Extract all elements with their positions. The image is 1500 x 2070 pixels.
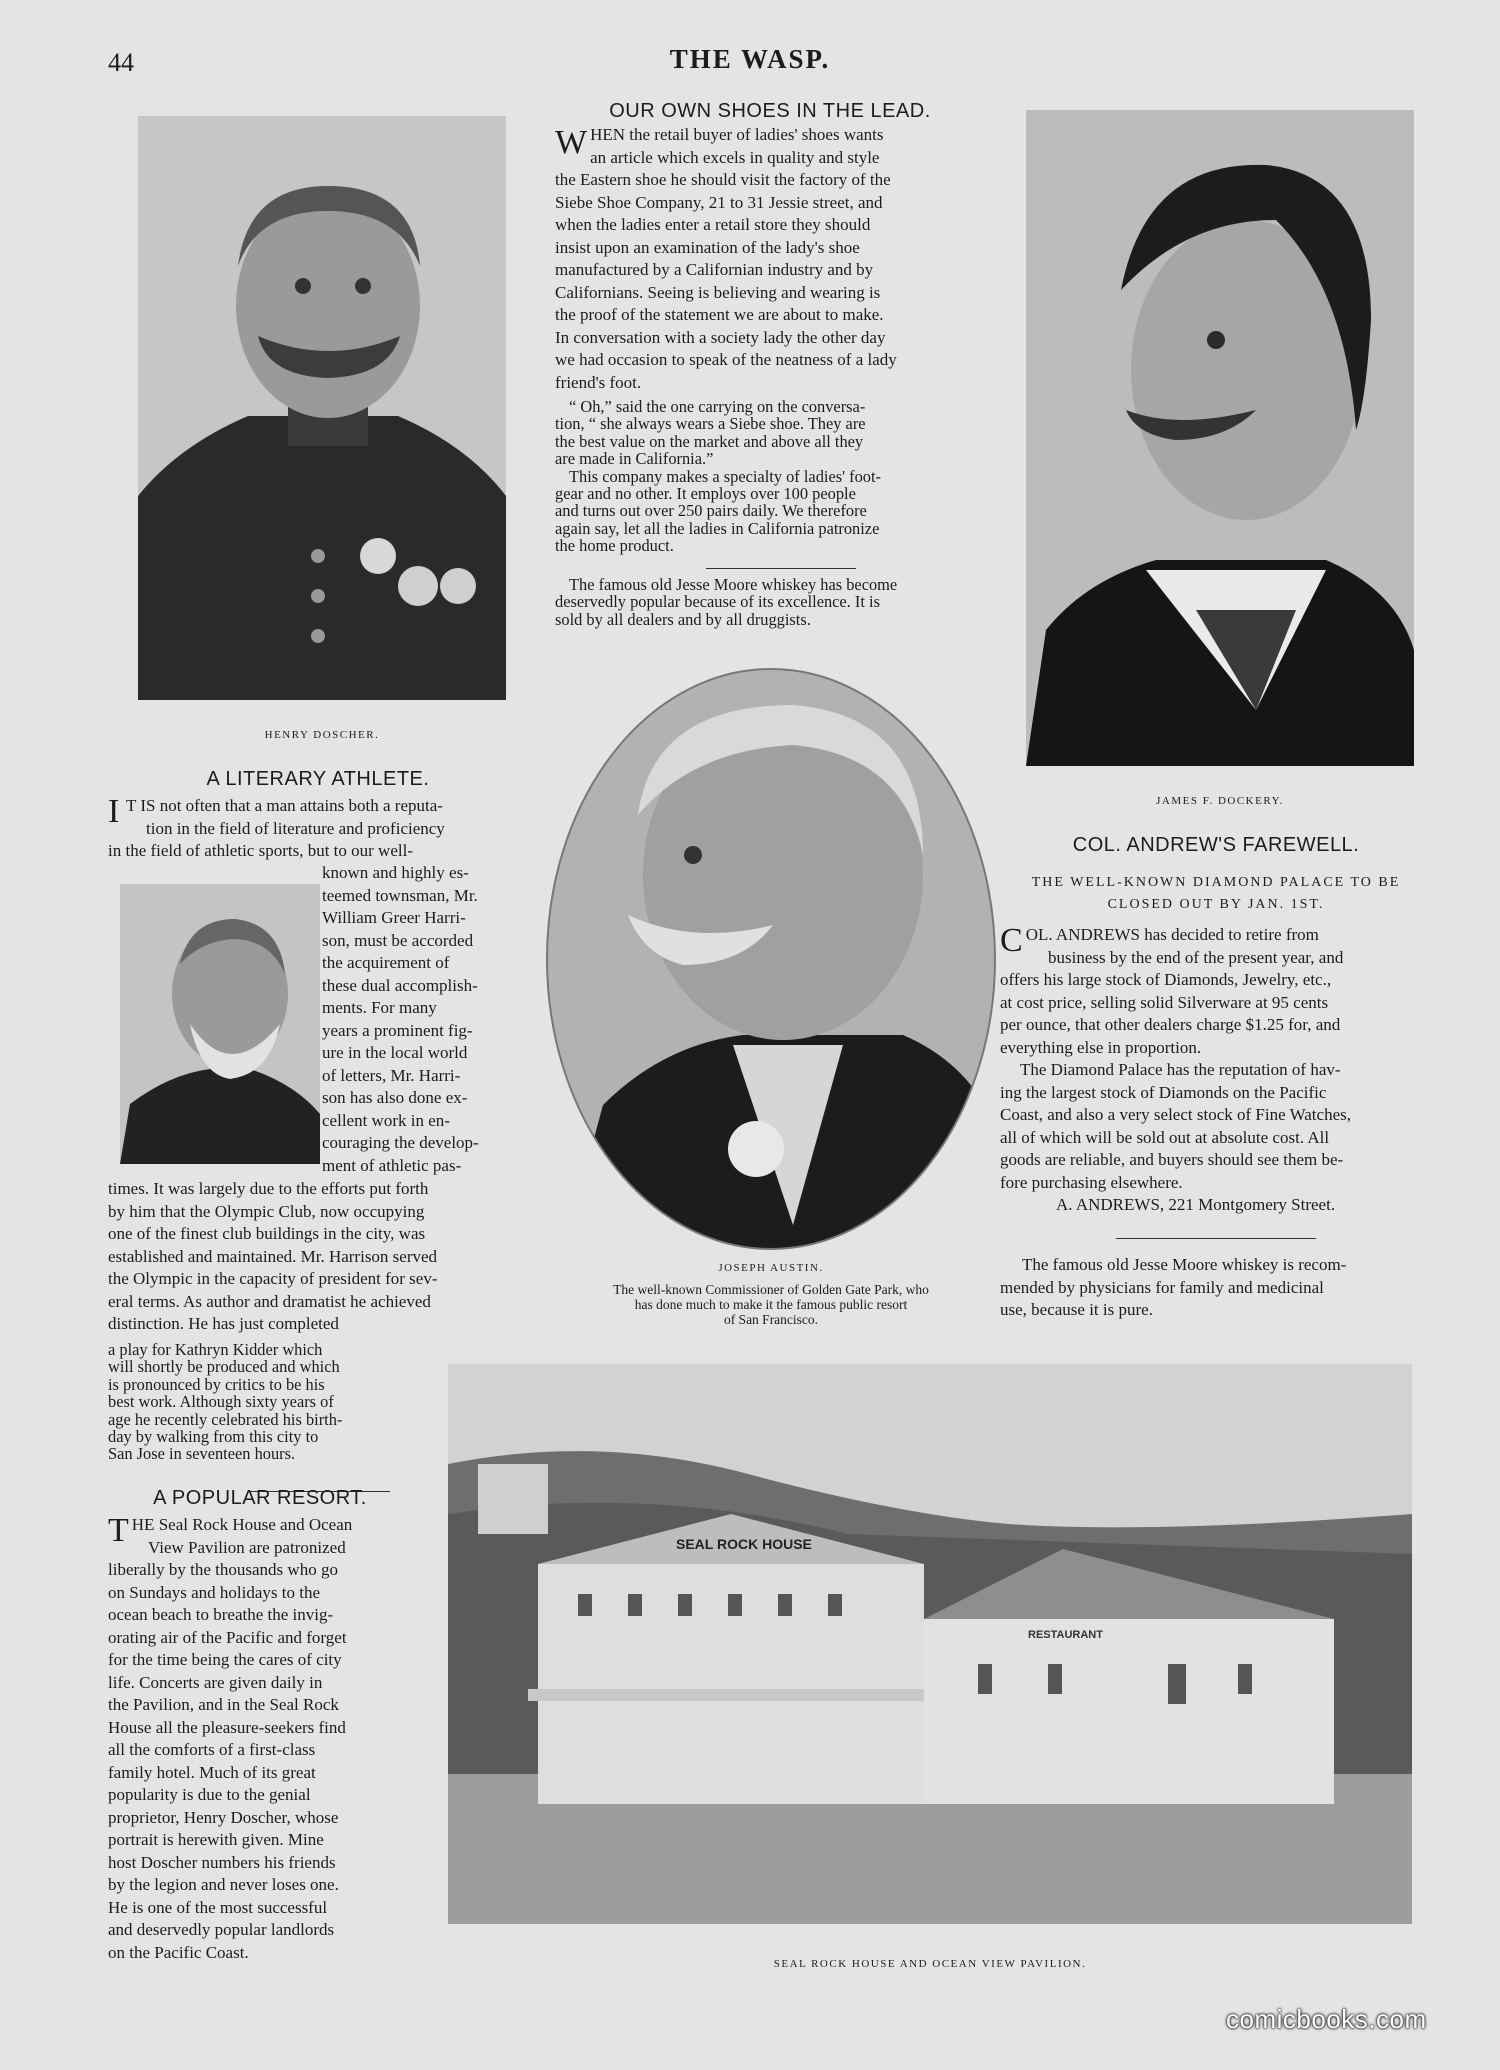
text-line: mended by physicians for family and medicinal	[1000, 1277, 1324, 1297]
text-line: ment of athletic pas-	[322, 1155, 462, 1175]
text-line: fore purchasing elsewhere.	[1000, 1172, 1183, 1192]
text-line: The famous old Jesse Moore whiskey is recom-	[1022, 1255, 1347, 1274]
drop-cap: C	[1000, 922, 1023, 959]
text-line: and deservedly popular landlords	[108, 1920, 335, 1939]
masthead: THE WASP.	[669, 44, 831, 74]
text-line: eral terms. As author and dramatist he achieved	[108, 1291, 431, 1311]
text-line: ure in the local world	[322, 1043, 468, 1062]
caption-austin-note	[543, 1282, 999, 1327]
text-line: business by the end of the present year, and	[1048, 947, 1344, 967]
text-line: day by walking from this city to	[108, 1427, 319, 1447]
text-line: popularity is due to the genial	[108, 1785, 311, 1804]
text-line: ing the largest stock of Diamonds on the Pacific	[1000, 1082, 1327, 1102]
text-line: and turns out over 250 pairs daily. We therefore	[555, 501, 867, 521]
text-line: everything else in proportion.	[1000, 1037, 1202, 1057]
text-line: liberally by the thousands who go	[108, 1560, 338, 1579]
text-line: insist upon an examination of the lady's shoe	[555, 237, 860, 257]
farewell-article	[1000, 924, 1432, 1217]
text-line: deservedly popular because of its excellence. It is	[555, 592, 880, 612]
text-line: life. Concerts are given daily in	[108, 1672, 323, 1692]
text-line: again say, let all the ladies in California patronize	[555, 518, 880, 538]
athlete-narrow-column	[108, 1341, 412, 1463]
sign-seal-rock-house: SEAL ROCK HOUSE	[676, 1536, 812, 1552]
text-line: are made in California.”	[555, 449, 714, 469]
text-line: per ounce, that other dealers charge $1.25 for, and	[1000, 1015, 1341, 1034]
farewell-subheading	[1000, 872, 1432, 916]
text-line: at cost price, selling solid Silverware at 95 cents	[1000, 992, 1329, 1012]
text-line: we had occasion to speak of the neatness of a lady	[555, 350, 897, 369]
divider	[706, 568, 856, 569]
text-line: son, must be accorded	[322, 930, 474, 950]
text-line: goods are reliable, and buyers should see them be-	[1000, 1150, 1344, 1169]
text-line: age he recently celebrated his birth-	[108, 1409, 343, 1429]
athlete-side-column	[322, 862, 528, 1177]
athlete-full-column	[108, 1178, 528, 1336]
text-line: Californians. Seeing is believing and wearing is	[555, 282, 881, 302]
text-line: manufactured by a Californian industry and by	[555, 260, 874, 279]
text-line: He is one of the most successful	[108, 1897, 328, 1917]
divider	[1116, 1238, 1316, 1239]
text-line: the Eastern shoe he should visit the factory of the	[555, 170, 891, 189]
text-line: of San Francisco.	[723, 1312, 819, 1327]
text-line: the Olympic in the capacity of president for sev-	[108, 1269, 438, 1288]
farewell-whiskey-note	[1000, 1254, 1432, 1322]
shoes-article	[555, 124, 985, 394]
text-line: all the comforts of a first-class	[108, 1740, 316, 1759]
text-line: The Diamond Palace has the reputation of hav-	[1020, 1060, 1341, 1079]
text-line: one of the finest club buildings in the city, was	[108, 1224, 426, 1243]
text-line: times. It was largely due to the efforts put forth	[108, 1179, 429, 1198]
shoes-heading: OUR OWN SHOES IN THE LEAD.	[609, 100, 931, 122]
sign-restaurant: RESTAURANT	[1028, 1629, 1103, 1641]
farewell-signature: A. ANDREWS, 221 Montgomery Street.	[1056, 1195, 1336, 1214]
text-line: will shortly be produced and which	[108, 1357, 340, 1377]
athlete-article	[108, 795, 528, 863]
caption-james-dockery: JAMES F. DOCKERY.	[1156, 795, 1284, 807]
text-line: son has also done ex-	[322, 1088, 468, 1107]
text-line: in the field of athletic sports, but to our well-	[108, 841, 413, 860]
resort-article	[108, 1514, 412, 1964]
text-line: portrait is herewith given. Mine	[108, 1830, 324, 1849]
text-line: the best value on the market and above all they	[555, 431, 864, 451]
text-line: In conversation with a society lady the other day	[555, 327, 886, 347]
portrait-william-greer-harrison	[120, 884, 320, 1164]
text-line: by the legion and never loses one.	[108, 1875, 339, 1894]
text-line: tion, “ she always wears a Siebe shoe. They are	[555, 414, 866, 434]
text-line: gear and no other. It employs over 100 people	[555, 484, 856, 504]
text-line: sold by all dealers and by all druggists.	[555, 609, 811, 629]
text-line: T IS not often that a man attains both a reputa-	[126, 796, 443, 815]
text-line: couraging the develop-	[322, 1133, 479, 1152]
text-line: years a prominent fig-	[322, 1020, 473, 1040]
text-line: View Pavilion are patronized	[148, 1537, 346, 1557]
text-line: is pronounced by critics to be his	[108, 1374, 325, 1394]
text-line: the home product.	[555, 536, 674, 556]
shoes-whiskey-note	[555, 576, 985, 628]
text-line: by him that the Olympic Club, now occupying	[108, 1201, 425, 1221]
text-line: teemed townsman, Mr.	[322, 885, 478, 905]
text-line: San Jose in seventeen hours.	[108, 1444, 296, 1464]
text-line: “ Oh,” said the one carrying on the conversa-	[569, 397, 866, 416]
text-line: ocean beach to breathe the invig-	[108, 1605, 334, 1624]
text-line: The well-known Commissioner of Golden Gate Park, who	[613, 1282, 929, 1297]
text-line: OL. ANDREWS has decided to retire from	[1025, 925, 1319, 944]
caption-seal-rock-house: SEAL ROCK HOUSE AND OCEAN VIEW PAVILION.	[773, 1958, 1087, 1970]
text-line: best work. Although sixty years of	[108, 1392, 334, 1412]
text-line: known and highly es-	[322, 863, 469, 882]
text-line: THE WELL-KNOWN DIAMOND PALACE TO BE	[1031, 875, 1401, 890]
drop-cap: I	[108, 793, 120, 830]
text-line: of letters, Mr. Harri-	[322, 1065, 461, 1085]
shoes-quote-paragraph	[555, 398, 985, 555]
portrait-james-dockery	[1026, 110, 1414, 766]
text-line: has done much to make it the famous public resort	[634, 1297, 908, 1312]
drop-cap: W	[555, 124, 588, 161]
text-line: distinction. He has just completed	[108, 1314, 339, 1333]
drop-cap: T	[108, 1512, 129, 1549]
text-line: This company makes a specialty of ladies' foot-	[569, 466, 882, 486]
text-line: for the time being the cares of city	[108, 1650, 342, 1669]
text-line: the acquirement of	[322, 953, 450, 972]
text-line: an article which excels in quality and style	[590, 147, 880, 167]
text-line: proprietor, Henry Doscher, whose	[108, 1807, 339, 1827]
text-line: House all the pleasure-seekers find	[108, 1717, 346, 1737]
resort-heading: A POPULAR RESORT.	[153, 1487, 367, 1509]
text-line: these dual accomplish-	[322, 975, 478, 995]
page-number: 44	[108, 48, 134, 77]
text-line: ments. For many	[322, 998, 437, 1017]
text-line: Siebe Shoe Company, 21 to 31 Jessie street, and	[555, 192, 883, 212]
text-line: HEN the retail buyer of ladies' shoes wants	[590, 125, 884, 144]
watermark: comicbooks.com	[1226, 2004, 1427, 2034]
text-line: offers his large stock of Diamonds, Jewelry, etc.,	[1000, 970, 1332, 989]
farewell-heading: COL. ANDREW'S FAREWELL.	[1072, 834, 1360, 856]
text-line: host Doscher numbers his friends	[108, 1852, 336, 1872]
text-line: The famous old Jesse Moore whiskey has become	[569, 575, 898, 594]
caption-henry-doscher: HENRY DOSCHER.	[264, 729, 380, 741]
caption-joseph-austin: JOSEPH AUSTIN.	[718, 1262, 824, 1274]
text-line: orating air of the Pacific and forget	[108, 1627, 347, 1647]
text-line: CLOSED OUT BY JAN. 1ST.	[1107, 897, 1325, 912]
text-line: cellent work in en-	[322, 1110, 450, 1130]
portrait-henry-doscher	[138, 116, 506, 700]
text-line: established and maintained. Mr. Harrison served	[108, 1246, 438, 1266]
photo-seal-rock-house	[448, 1364, 1412, 1924]
text-line: the proof of the statement we are about to make.	[555, 305, 884, 324]
text-line: when the ladies enter a retail store they should	[555, 215, 871, 234]
athlete-heading: A LITERARY ATHLETE.	[206, 768, 430, 790]
text-line: William Greer Harri-	[322, 908, 466, 927]
text-line: the Pavilion, and in the Seal Rock	[108, 1695, 339, 1714]
text-line: on Sundays and holidays to the	[108, 1582, 321, 1602]
text-line: on the Pacific Coast.	[108, 1942, 249, 1962]
text-line: friend's foot.	[555, 372, 642, 392]
text-line: use, because it is pure.	[1000, 1300, 1153, 1319]
text-line: family hotel. Much of its great	[108, 1762, 316, 1782]
portrait-joseph-austin	[543, 665, 999, 1253]
text-line: HE Seal Rock House and Ocean	[131, 1515, 353, 1534]
text-line: all of which will be sold out at absolute cost. All	[1000, 1127, 1330, 1147]
text-line: a play for Kathryn Kidder which	[108, 1340, 323, 1359]
text-line: Coast, and also a very select stock of Fine Watches,	[1000, 1105, 1351, 1124]
text-line: tion in the field of literature and proficiency	[146, 818, 445, 838]
